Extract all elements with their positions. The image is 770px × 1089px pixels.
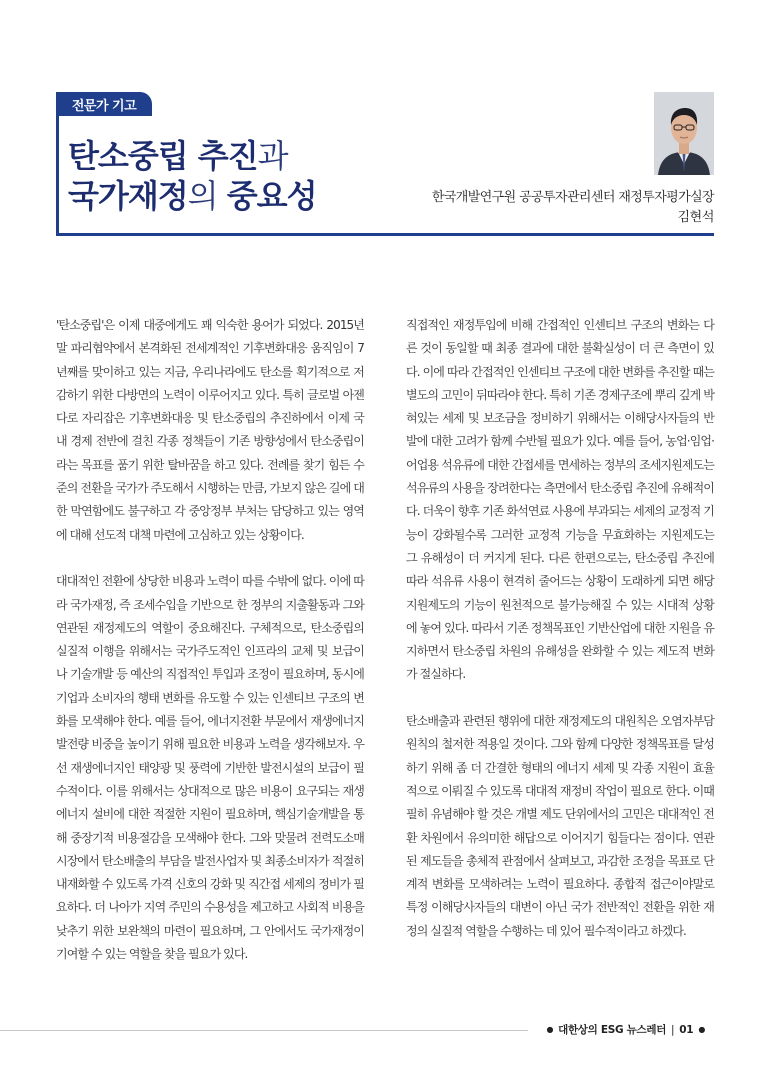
footer-publication: 대한상의 ESG 뉴스레터 xyxy=(558,1024,667,1036)
body-column-left xyxy=(56,314,364,990)
page-number: 01 xyxy=(679,1023,694,1036)
footer-separator: | xyxy=(671,1023,675,1036)
body-paragraph: 탄소배출과 관련된 행위에 대한 재정제도의 대원칙은 오염자부담원칙의 철저한 적용일 것이다. 그와 함께 다양한 정책목표를 달성하기 위해 좀 더 간결한 형태의 에너지 세제 및 각종 지원이 효율적으로 이뤄질 수 있도록 대대적 재정비 작업이 필요로 한다. 이때 필히 유념해야 할 것은 개별 제도 단위에서의 고민은 대대적인 전환 차원에서 유의미한 해답으로 이어지기 힘들다는 점이다. 연관된 제도들을 총체적 관점에서 살펴보고, 과감한 조정을 목표로 단계적 변화를 모색하려는 노력이 필요하다. 종합적 접근이야말로 특정 이해당사자들의 대변이 아닌 국가 전반적인 전환을 위한 재정의 실질적 역할을 수행하는 데 있어 필수적이라고 하겠다. xyxy=(406,714,714,938)
article-title xyxy=(68,136,317,216)
body-paragraph: 직접적인 재정투입에 비해 간접적인 인센티브 구조의 변화는 다른 것이 동일할 때 최종 결과에 대한 불확실성이 더 큰 측면이 있다. 이에 따라 간접적인 인센티브 구조에 대한 변화를 추진할 때는 별도의 고민이 뒤따라야 한다. 특히 기존 경제구조에 뿌리 깊게 박혀있는 세제 및 보조금을 정비하기 위해서는 이해당사자들의 반발에 대한 고려가 함께 수반될 필요가 있다. 예를 들어, 농업·임업·어업용 석유류에 대한 간접세를 면세하는 정부의 조세지원제도는 석유류의 사용을 장려한다는 측면에서 탄소중립 추진에 유해적이다. 더욱이 향후 기존 화석연료 사용에 부과되는 세제의 교정적 기능이 강화될수록 그러한 교정적 기능을 무효화하는 지원제도는 그 유해성이 더 커지게 된다. 다른 한편으로는, 탄소중립 추진에 따라 석유류 사용이 현격히 줄어드는 상황이 도래하게 되면 해당 지원제도의 기능이 원천적으로 불가능해질 수 있는 시대적 상황에 놓여 있다. 따라서 기존 정책목표인 기반산업에 대한 지원을 유지하면서 탄소중립 차원의 유해성을 완화할 수 있는 제도적 변화가 절실하다. xyxy=(406,318,714,682)
title-line2-strong-a: 국가재정 xyxy=(68,177,188,215)
title-rule-horizontal xyxy=(56,233,714,236)
title-line2-strong-b: 중요성 xyxy=(226,177,317,215)
title-line1-strong: 탄소중립 추진 xyxy=(68,137,258,175)
body-paragraph: '탄소중립'은 이제 대중에게도 꽤 익숙한 용어가 되었다. 2015년 말 파리협약에서 본격화된 전세계적인 기후변화대응 움직임이 7년째를 맞이하고 있는 지금, 우리나라에도 탄소를 획기적으로 저감하기 위한 다방면의 노력이 이루어지고 있다. 특히 글로벌 아젠다로 자리잡은 기후변화대응 및 탄소중립의 추진하에서 이제 국내 경제 전반에 걸친 각종 정책들이 기존 방향성에서 탄소중립이라는 목표를 품기 위한 탈바꿈을 하고 있다. 전례를 찾기 힘든 수준의 전환을 국가가 주도해서 시행하는 만큼, 가보지 않은 길에 대한 막연함에도 불구하고 각 중앙정부 부처는 담당하고 있는 영역에 대해 선도적 대책 마련에 고심하고 있는 상황이다. xyxy=(56,318,364,542)
title-line1-light: 과 xyxy=(257,137,288,175)
bullet-dot-icon: ● xyxy=(546,1025,554,1034)
author-organization: 한국개발연구원 공공투자관리센터 재정투자평가실장 xyxy=(431,190,714,205)
author-name: 김현석 xyxy=(677,210,714,225)
body-paragraph: 대대적인 전환에 상당한 비용과 노력이 따를 수밖에 없다. 이에 따라 국가재정, 즉 조세수입을 기반으로 한 정부의 지출활동과 그와 연관된 재정제도의 역할이 중요해진다. 구체적으로, 탄소중립의 실질적 이행을 위해서는 국가주도적인 인프라의 교체 및 보급이나 기술개발 등 예산의 직접적인 투입과 조정이 필요하며, 동시에 기업과 소비자의 행태 변화를 유도할 수 있는 인센티브 구조의 변화를 모색해야 한다. 예를 들어, 에너지전환 부문에서 재생에너지 발전량 비중을 높이기 위해 필요한 비용과 노력을 생각해보자. 우선 재생에너지인 태양광 및 풍력에 기반한 발전시설의 보급이 필수적이다. 이를 위해서는 상대적으로 많은 비용이 요구되는 재생에너지 설비에 대한 적절한 지원이 필요하며, 핵심기술개발을 통해 중장기적 비용절감을 모색해야 한다. 그와 맞물려 전력도소매시장에서 탄소배출의 부담을 발전사업자 및 최종소비자가 적절히 내재화할 수 있도록 가격 신호의 강화 및 직간접 세제의 정비가 필요하다. 더 나아가 지역 주민의 수용성을 제고하고 사회적 비용을 낮추기 위한 보완책의 마련이 필요하며, 그 안에서도 국가재정이 기여할 수 있는 역할을 찾을 필요가 있다. xyxy=(56,574,364,962)
footer-divider xyxy=(0,1030,528,1031)
page-footer xyxy=(541,1022,710,1037)
title-line2-light: 의 xyxy=(187,177,227,215)
body-column-right xyxy=(406,314,714,966)
author-photo xyxy=(654,92,714,175)
section-tag: 전문가 기고 xyxy=(56,92,152,116)
title-rule-vertical xyxy=(56,116,59,236)
bullet-dot-icon: ● xyxy=(698,1025,705,1034)
